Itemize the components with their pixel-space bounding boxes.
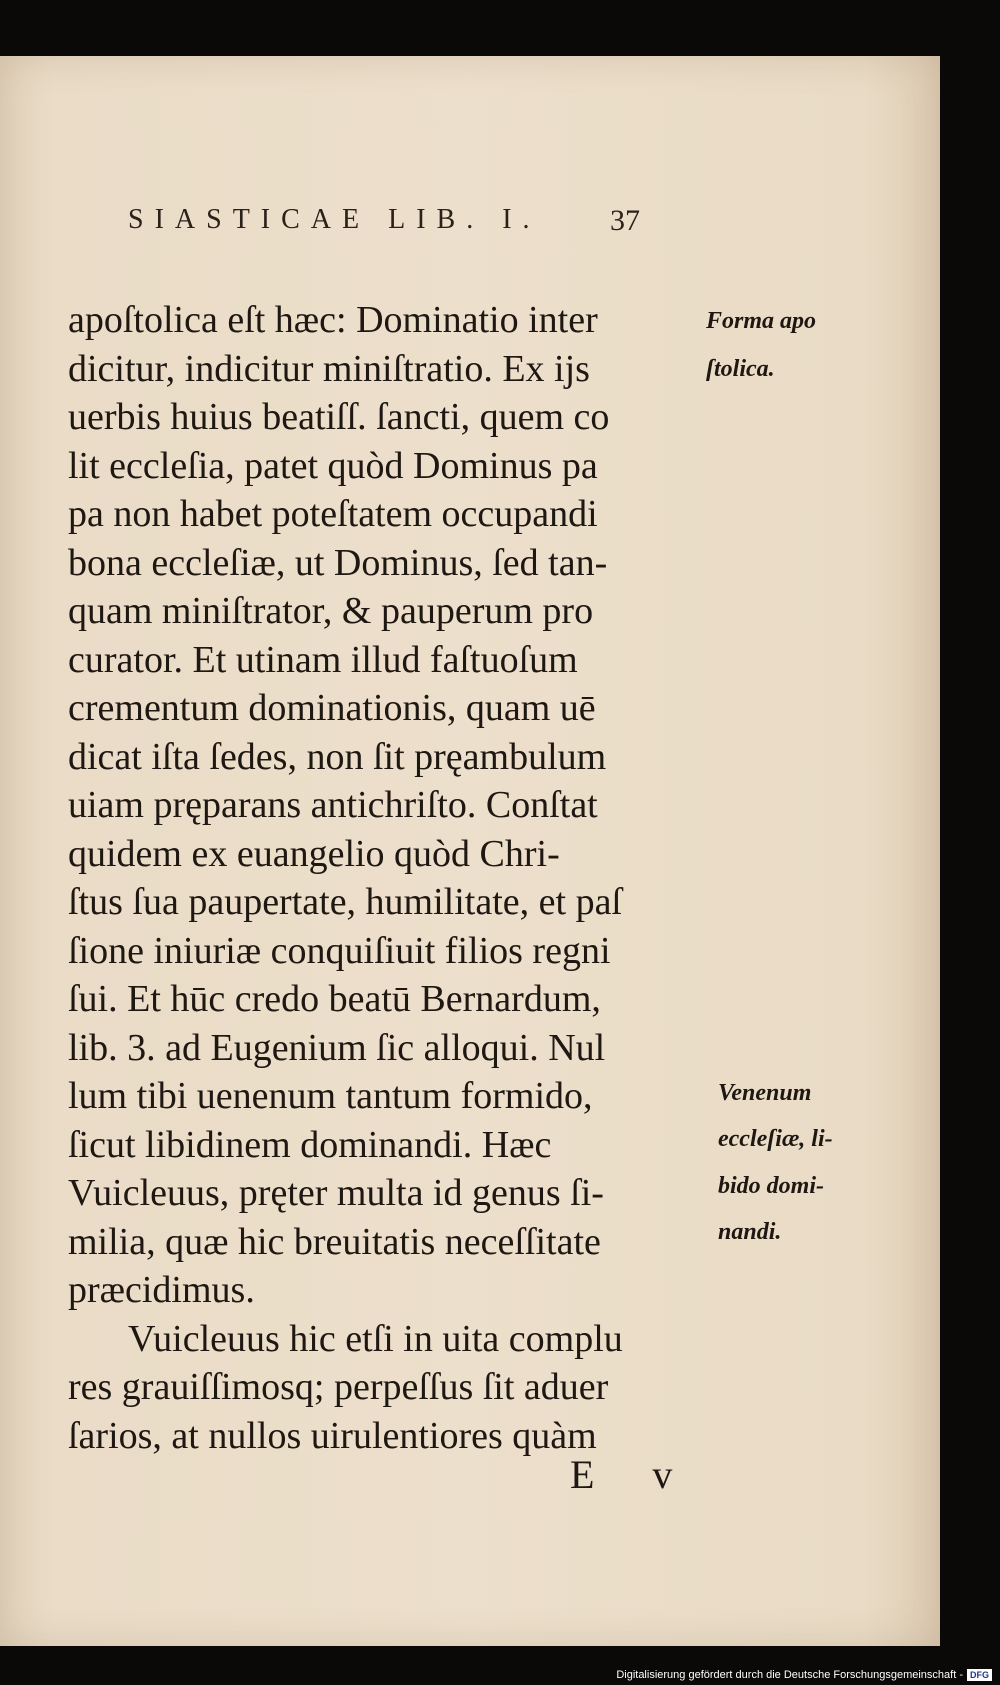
text-line: res grauiſſimosq; perpeſſus ſit aduer [68,1366,609,1408]
marginal-note: Forma apo [706,308,817,334]
text-line: ſtus ſua paupertate, humilitate, et paſ [68,881,622,923]
running-header: SIASTICAE LIB. I. [128,204,541,235]
text-line: pa non habet poteſtatem occupandi [68,493,598,535]
text-line: crementum dominationis, quam uē [68,687,596,729]
text-line: ſui. Et hūc credo beatū Bernardum, [68,978,601,1020]
text-line: lit eccleſia, patet quòd Dominus pa [68,444,598,487]
text-line: Vuicleuus, pręter multa id genus ſi- [68,1172,604,1214]
catchword: E v [570,1452,697,1497]
body-text [68,296,728,1460]
book-page [0,56,940,1646]
text-line: ſione iniuriæ conquiſiuit filios regni [68,929,611,972]
text-line: lib. 3. ad Eugenium ſic alloqui. Nul [68,1026,606,1069]
marginal-note: nandi. [718,1219,782,1245]
text-line: milia, quæ hic breuitatis neceſſitate [68,1220,601,1263]
text-line: præcidimus. [68,1269,255,1311]
text-line: bona eccleſiæ, ut Dominus, ſed tan- [68,541,608,584]
marginal-note: eccleſiæ, li- [718,1126,833,1152]
text-line: apoſtolica eſt hæc: Dominatio inter [68,299,598,341]
text-line: uerbis huius beatiſſ. ſancti, quem co [68,396,610,438]
text-line: dicitur, indicitur miniſtratio. Ex ijs [68,347,590,390]
text-line-paragraph-start: Vuicleuus hic etſi in uita complu [128,1317,623,1360]
text-line: lum tibi uenenum tantum formido, [68,1075,593,1117]
page-number: 37 [610,204,640,237]
text-line: quidem ex euangelio quòd Chri- [68,832,560,875]
text-line: curator. Et utinam illud faſtuoſum [68,638,578,681]
footer-text: Digitalisierung gefördert durch die Deutsche Forschungsgemeinschaft - [616,1669,963,1681]
digitization-footer [616,1669,992,1681]
marginal-note: bido domi- [718,1173,824,1199]
dfg-logo: DFG [967,1669,992,1681]
text-line: ſicut libidinem dominandi. Hæc [68,1123,552,1166]
text-line: quam miniſtrator, & pauperum pro [68,590,594,632]
text-line: dicat iſta ſedes, non ſit pręambulum [68,735,607,778]
marginal-note: ſtolica. [706,356,775,382]
text-line: uiam pręparans antichriſto. Conſtat [68,784,598,826]
text-line: ſarios, at nullos uirulentiores quàm [68,1414,597,1457]
marginal-note: Venenum [718,1080,812,1106]
